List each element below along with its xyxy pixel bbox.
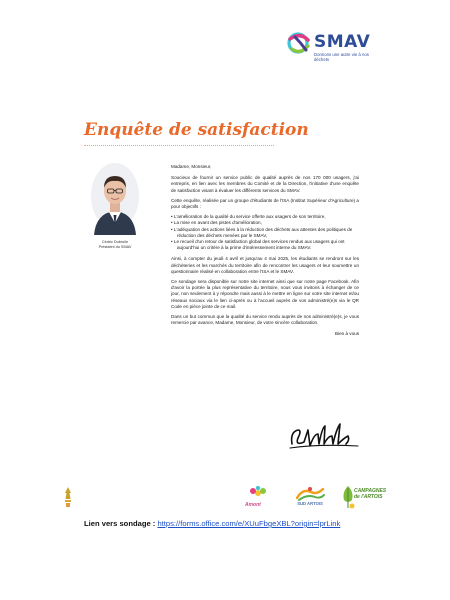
title-underline — [84, 145, 274, 146]
objectives-list — [171, 214, 359, 251]
survey-link-line — [84, 519, 340, 528]
letter-closing: Bien à vous — [334, 331, 359, 337]
letter-paragraph: Ce sondage sera disponible sur notre site internet ainsi que sur notre page Facebook. Afin d'avoir la portée la plus représentative du territoire, nous vous invitons à échanger de ce jour, non seulement à y répondre mais aussi à le mettre en ligne sur votre site internet et/ou réseaux sociaux via le lien ci-après ou à l'accueil auprès de vos administré(e)s via le QR Code en pièce jointe de ce mail. — [171, 279, 359, 309]
letter-paragraph: Ainsi, à compter du jeudi 4 avril et jusqu'au 4 mai 2025, les étudiants se rendront sur les déchèteries et les marchés du territoire afin de rencontrer les usagers et leur soumettre un questionnaire réalisé en collaboration entre l'ISA et le SMAV. — [171, 256, 359, 274]
smav-logo — [286, 28, 396, 68]
letter-paragraph: Cette enquête, réalisée par un groupe d'étudiants de l'ISA (Institut Supérieur d'Agriculture) a pour objectifs : — [171, 197, 359, 210]
partner-logo-emblem — [63, 486, 73, 508]
letter-salutation: Madame, Monsieur, — [171, 164, 212, 169]
swirl-icon — [293, 486, 327, 502]
caption-name: Cédric Dubrulle — [101, 240, 129, 244]
letter-body — [171, 164, 359, 338]
partner-campagnes-label — [354, 489, 386, 500]
page-title: Enquête de satisfaction — [84, 120, 309, 140]
partner-amont-label: Amont — [245, 502, 261, 508]
partner-logo-amont — [245, 486, 271, 512]
list-item: • Le recueil d'un retour de satisfaction global des services rendus aux usagers qui ont aujourd'hui un critère à la prime d'intéressement interne du SMAV. — [171, 239, 359, 251]
list-item: • L'adéquation des actions liées à la réduction des déchets aux attentes des politiques de réduction des déchets menées par le SMAV, — [171, 227, 359, 239]
president-portrait — [90, 163, 140, 235]
partner-logo-sud-artois — [293, 486, 327, 512]
letter-paragraph: Soucieux de fournir un service public de qualité auprès de nos 170 000 usagers, j'ai entrepris, en lien avec les membres du Comité et de la Direction, l'initiative d'une enquête de satisfaction visant à évaluer les différents services du SMAV. — [171, 175, 359, 193]
partner-campagnes-line2: de l'ARTOIS — [354, 493, 383, 500]
partner-logo-campagnes — [340, 484, 386, 514]
survey-link[interactable]: https://forms.office.com/e/XUuFbgeXBL?origin=lprLink — [157, 519, 341, 528]
letter-paragraph: Dans un but commun que la qualité du service rendu auprès de nos administré(e)s, je vous remercie par avance, Madame, Monsieur, de votre sincère collaboration. — [171, 314, 359, 326]
smav-logo-icon — [286, 28, 316, 58]
logo-wordmark: SMAV — [314, 32, 371, 52]
logo-tagline: Donnons une autre vie à nos déchets — [314, 52, 369, 62]
portrait-caption — [80, 240, 150, 250]
survey-label: Lien vers sondage : — [84, 519, 158, 528]
partner-sud-label: SUD ARTOIS — [297, 501, 323, 506]
list-item: • L'amélioration de la qualité du service offerte aux usagers de son territoire, — [171, 214, 359, 220]
signature-image — [288, 420, 360, 452]
caption-role: Président du SMAV — [98, 245, 132, 249]
partner-campagnes-line1: CAMPAGNES — [354, 488, 387, 494]
list-item: • La mise en avant des pistes d'amélioration, — [171, 220, 359, 226]
